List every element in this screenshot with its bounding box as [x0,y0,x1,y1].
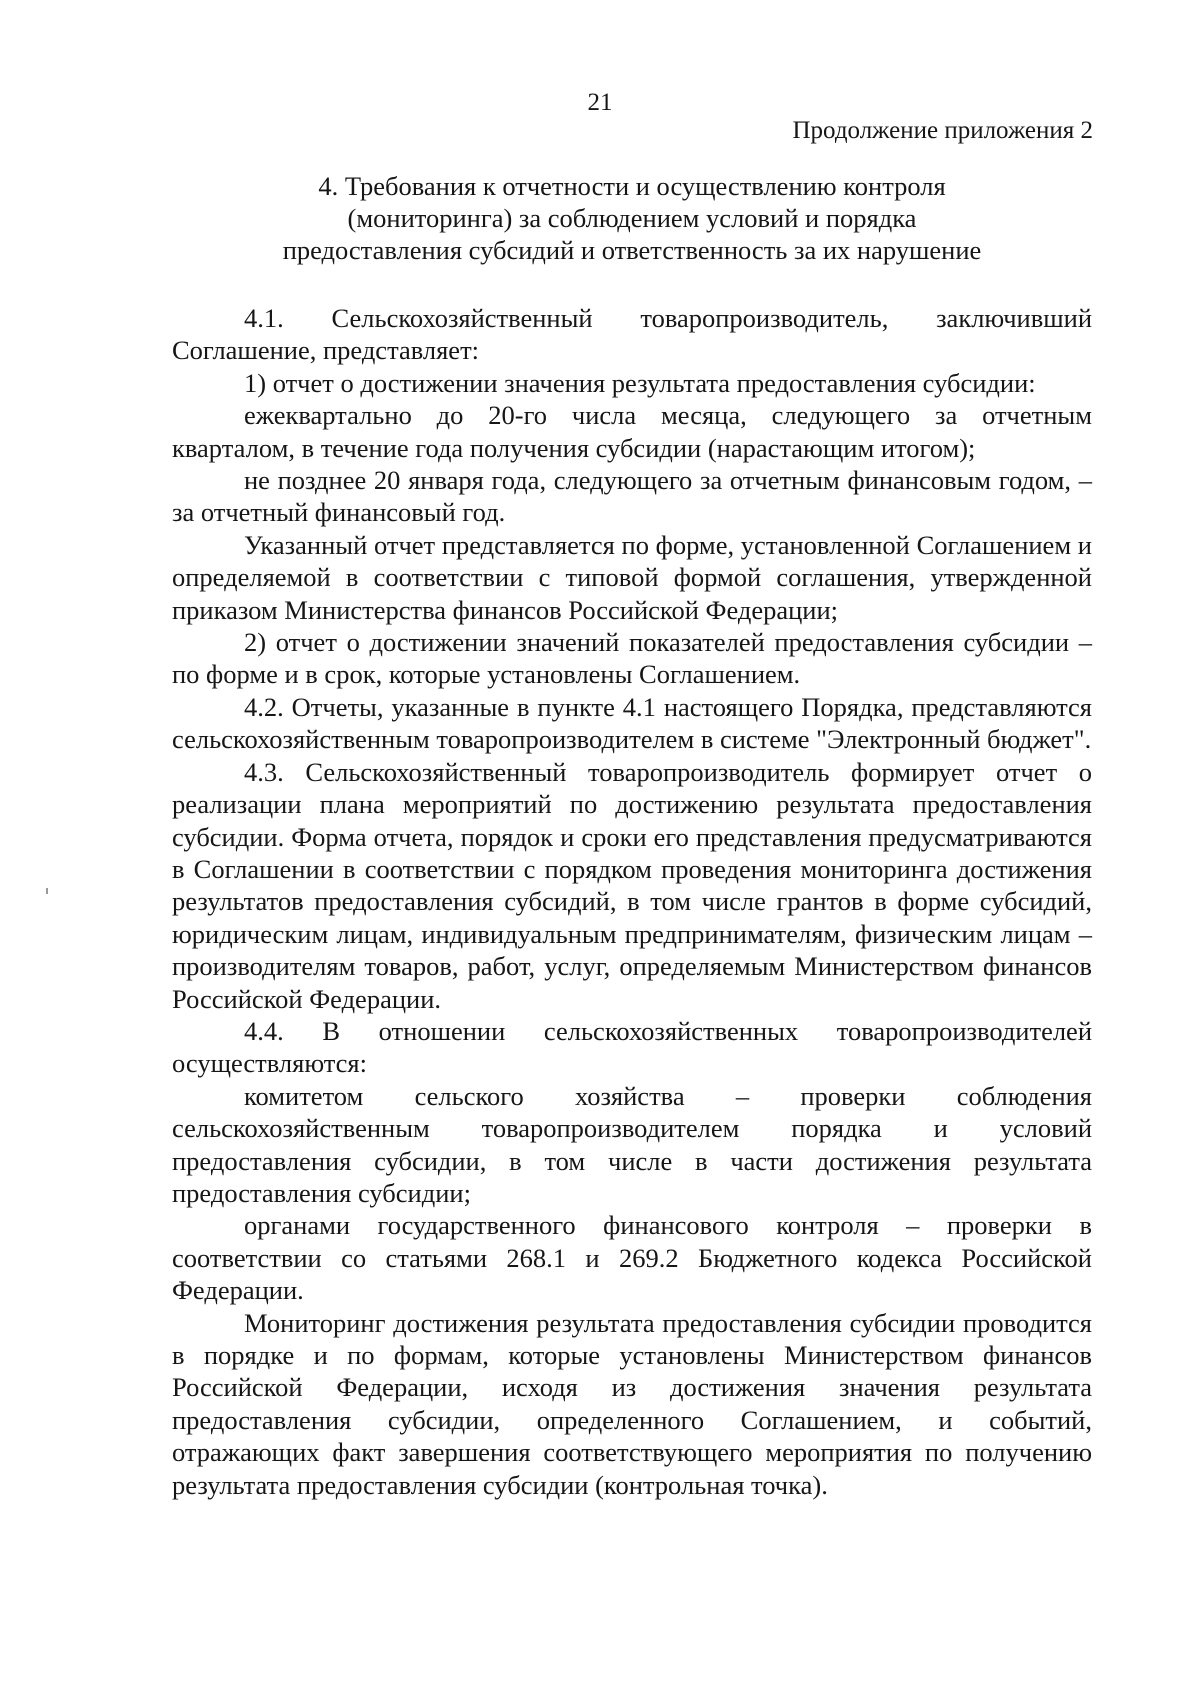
section-heading-line: 4. Требования к отчетности и осуществлению контроля [318,171,946,201]
section-heading [172,170,1092,266]
section-heading-line: предоставления субсидий и ответственность за их нарушение [282,235,982,265]
paragraph-monitoring: Мониторинг достижения результата предоставления субсидии проводится в порядке и по формам, которые установлены Министерством финансов Российской Федерации, исходя из достижения значения результата предоставления субсидии, определенного Соглашением, и событий, отражающих факт завершения соответствующего мероприятия по получению результата предоставления субсидии (контрольная точка). [172,1307,1092,1500]
paragraph-4-4: 4.4. В отношении сельскохозяйственных товаропроизводителей осуществляются: [172,1015,1092,1079]
paragraph-quarterly: ежеквартально до 20-го числа месяца, следующего за отчетным кварталом, в течение года получения субсидии (нарастающим итогом); [172,400,1092,463]
appendix-continuation-label: Продолжение приложения 2 [792,117,1093,144]
page-number: 21 [587,89,613,116]
paragraph-report-item-2: 2) отчет о достижении значений показателей предоставления субсидии – по форме и в срок, которые установлены Соглашением. [172,627,1092,690]
paragraph-annual: не позднее 20 января года, следующего за отчетным финансовым годом, – за отчетный финансовый год. [172,465,1092,528]
paragraph-4-3: 4.3. Сельскохозяйственный товаропроизводитель формирует отчет о реализации плана мероприятий по достижению результата предоставления субсидии. Форма отчета, порядок и сроки его представления предусматриваются в Соглашении в соответствии с порядком проведения мониторинга достижения результатов предоставления субсидий, в том числе грантов в форме субсидий, юридическим лицам, индивидуальным предпринимателям, физическим лицам – производителям товаров, работ, услуг, определяемым Министерством финансов Российской Федерации. [172,756,1092,1014]
document-body [172,302,1092,1501]
scan-margin-mark [46,888,48,894]
paragraph-committee-checks: комитетом сельского хозяйства – проверки соблюдения сельскохозяйственным товаропроизводителем порядка и условий предоставления субсидии, в том числе в части достижения результата предоставления субсидии; [172,1080,1092,1208]
section-heading-line: (мониторинга) за соблюдением условий и порядка [347,203,917,233]
paragraph-report-item-1: 1) отчет о достижении значения результата предоставления субсидии: [244,367,1036,398]
paragraph-4-2: 4.2. Отчеты, указанные в пункте 4.1 настоящего Порядка, представляются сельскохозяйственным товаропроизводителем в системе "Электронный бюджет". [172,691,1092,755]
paragraph-financial-control: органами государственного финансового контроля – проверки в соответствии со статьями 268.1 и 269.2 Бюджетного кодекса Российской Федерации. [172,1210,1092,1306]
paragraph-4-1: 4.1. Сельскохозяйственный товаропроизводитель, заключивший Соглашение, представляет: [172,303,1092,366]
paragraph-report-form: Указанный отчет представляется по форме, установленной Соглашением и определяемой в соответствии с типовой формой соглашения, утвержденной приказом Министерства финансов Российской Федерации; [172,529,1092,625]
